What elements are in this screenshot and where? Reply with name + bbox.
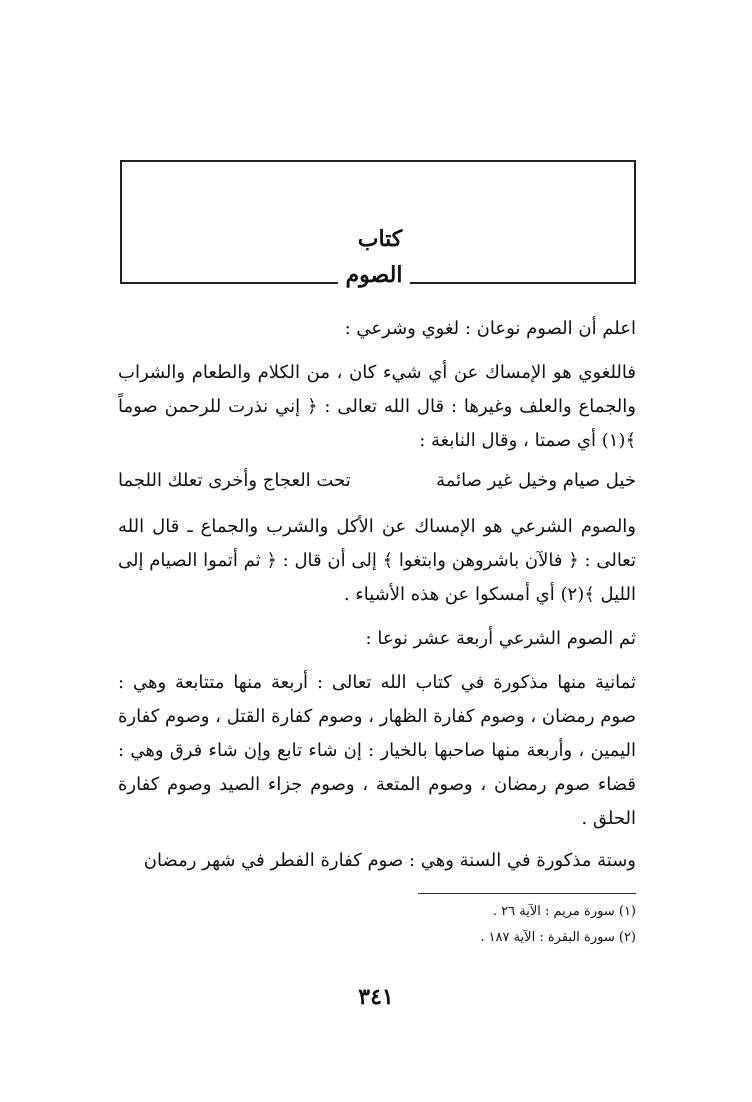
paragraph-legal: والصوم الشرعي هو الإمساك عن الأكل والشرب والجماع ـ قال الله تعالى : ﴿ فالآن باشروهن وابتغوا ﴾ إلى أن قال : ﴿ ثم أتموا الصيام إلى الليل ﴾(٢) أي أمسكوا عن هذه الأشياء . xyxy=(118,516,636,605)
header-rule-right xyxy=(410,282,636,284)
poem-first-hemistich: خيل صيام وخيل غير صائمة xyxy=(436,470,636,491)
paragraph-intro: اعلم أن الصوم نوعان : لغوي وشرعي : xyxy=(344,318,636,339)
book-label: كتاب xyxy=(357,226,403,252)
paragraph-linguistic: فاللغوي هو الإمساك عن أي شيء كان ، من الكلام والطعام والشراب والجماع والعلف وغيرها : قال الله تعالى : ﴿ إني نذرت للرحمن صوماً ﴾(١) أي صمتا ، وقال النابغة : xyxy=(118,362,636,451)
paragraph-six-types: وستة مذكورة في السنة وهي : صوم كفارة الفطر في شهر رمضان xyxy=(143,850,636,871)
footnote-2: (٢) سورة البقرة : الآية ١٨٧ . xyxy=(480,930,636,945)
poem-second-hemistich: تحت العجاج وأخرى تعلك اللجما xyxy=(118,470,351,491)
footnote-divider xyxy=(418,893,636,894)
page-number: ٣٤١ xyxy=(358,984,394,1010)
poem-verse xyxy=(118,464,636,498)
header-rule-left xyxy=(120,282,338,284)
footnote-1: (١) سورة مريم : الآية ٢٦ . xyxy=(492,904,636,919)
paragraph-eight-types: ثمانية منها مذكورة في كتاب الله تعالى : أربعة منها متتابعة وهي : صوم رمضان ، وصوم كفارة الظهار ، وصوم كفارة القتل ، وصوم كفارة اليمين ، وأربعة منها صاحبها بالخيار : إن شاء تابع وإن شاء فرق وهي : قضاء صوم رمضان ، وصوم المتعة ، وصوم جزاء الصيد وصوم كفارة الحلق . xyxy=(118,672,636,829)
paragraph-types: ثم الصوم الشرعي أربعة عشر نوعا : xyxy=(365,628,636,649)
chapter-title: الصوم xyxy=(345,262,403,288)
